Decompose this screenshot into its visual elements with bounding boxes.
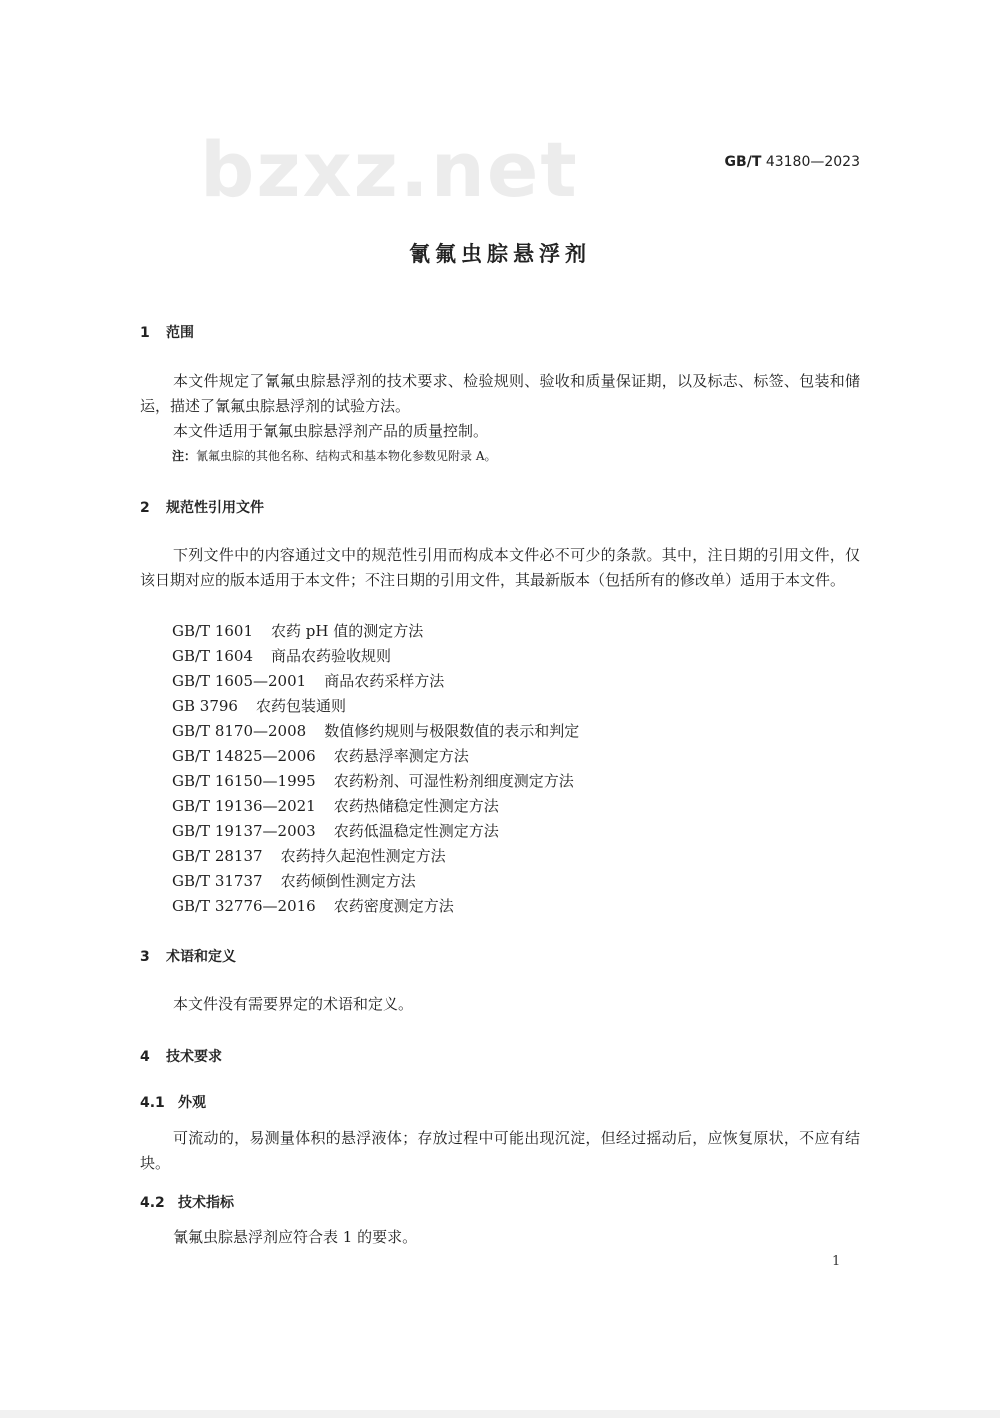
reference-title: 农药低温稳定性测定方法 xyxy=(333,822,499,840)
section-title: 术语和定义 xyxy=(166,949,236,965)
reference-code: GB/T 19137—2003 xyxy=(172,822,316,840)
section-number: 1 xyxy=(140,325,150,341)
reference-code: GB/T 31737 xyxy=(172,872,263,890)
reference-item xyxy=(172,644,579,669)
reference-item xyxy=(172,719,579,744)
reference-title: 农药悬浮率测定方法 xyxy=(333,747,469,765)
section-title: 技术要求 xyxy=(166,1049,222,1065)
reference-title: 农药密度测定方法 xyxy=(333,897,454,915)
section-3-heading xyxy=(140,946,236,966)
standard-prefix: GB/T xyxy=(724,154,762,170)
reference-item xyxy=(172,819,579,844)
page-bottom-edge xyxy=(0,1410,1000,1418)
section-2-paragraph-1: 下列文件中的内容通过文中的规范性引用而构成本文件必不可少的条款。其中，注日期的引用文件，仅该日期对应的版本适用于本文件；不注日期的引用文件，其最新版本（包括所有的修改单）适用于本文件。 xyxy=(140,546,860,589)
section-number: 4 xyxy=(140,1049,150,1065)
reference-code: GB 3796 xyxy=(172,697,238,715)
subsection-number: 4.2 xyxy=(140,1195,165,1211)
normative-references-list xyxy=(172,619,579,919)
subsection-title: 外观 xyxy=(178,1095,206,1111)
section-1-heading xyxy=(140,322,194,342)
reference-title: 农药 pH 值的测定方法 xyxy=(271,622,424,640)
page-number: 1 xyxy=(832,1254,841,1269)
reference-code: GB/T 32776—2016 xyxy=(172,897,316,915)
reference-code: GB/T 1604 xyxy=(172,647,254,665)
section-4-1-heading xyxy=(140,1092,206,1112)
reference-item xyxy=(172,794,579,819)
reference-item xyxy=(172,619,579,644)
reference-title: 商品农药验收规则 xyxy=(271,647,392,665)
reference-title: 农药包装通则 xyxy=(255,697,346,715)
reference-item xyxy=(172,869,579,894)
reference-title: 商品农药采样方法 xyxy=(324,672,445,690)
section-1-paragraph-2: 本文件适用于氰氟虫腙悬浮剂产品的质量控制。 xyxy=(173,422,489,440)
reference-item xyxy=(172,694,579,719)
watermark: bzxz.net xyxy=(200,125,579,214)
reference-item xyxy=(172,894,579,919)
reference-item xyxy=(172,769,579,794)
reference-code: GB/T 1601 xyxy=(172,622,254,640)
reference-item xyxy=(172,744,579,769)
reference-title: 农药粉剂、可湿性粉剂细度测定方法 xyxy=(333,772,574,790)
reference-code: GB/T 14825—2006 xyxy=(172,747,316,765)
note-text: 氰氟虫腙的其他名称、结构式和基本物化参数见附录 A。 xyxy=(196,449,497,463)
section-3-paragraph-1: 本文件没有需要界定的术语和定义。 xyxy=(173,995,414,1013)
standard-code: 43180—2023 xyxy=(765,154,860,170)
reference-title: 农药倾倒性测定方法 xyxy=(280,872,416,890)
reference-title: 农药热储稳定性测定方法 xyxy=(333,797,499,815)
reference-title: 农药持久起泡性测定方法 xyxy=(280,847,446,865)
reference-item xyxy=(172,669,579,694)
reference-code: GB/T 16150—1995 xyxy=(172,772,316,790)
section-4-heading xyxy=(140,1046,222,1066)
section-1-note xyxy=(172,447,497,464)
subsection-number: 4.1 xyxy=(140,1095,165,1111)
section-4-2-heading xyxy=(140,1192,234,1212)
reference-item xyxy=(172,844,579,869)
subsection-title: 技术指标 xyxy=(178,1195,234,1211)
section-title: 范围 xyxy=(166,325,194,341)
section-4-1-paragraph-1: 可流动的，易测量体积的悬浮液体；存放过程中可能出现沉淀，但经过摇动后，应恢复原状，不应有结块。 xyxy=(140,1129,860,1172)
section-2-heading xyxy=(140,497,264,517)
section-number: 2 xyxy=(140,500,150,516)
section-title: 规范性引用文件 xyxy=(166,500,264,516)
standard-number xyxy=(725,154,860,170)
reference-code: GB/T 28137 xyxy=(172,847,263,865)
reference-code: GB/T 8170—2008 xyxy=(172,722,307,740)
note-label: 注： xyxy=(172,449,197,463)
reference-title: 数值修约规则与极限数值的表示和判定 xyxy=(324,722,580,740)
reference-code: GB/T 19136—2021 xyxy=(172,797,316,815)
reference-code: GB/T 1605—2001 xyxy=(172,672,307,690)
document-title: 氰氟虫腙悬浮剂 xyxy=(409,242,591,266)
section-4-2-paragraph-1: 氰氟虫腙悬浮剂应符合表 1 的要求。 xyxy=(173,1228,418,1246)
section-number: 3 xyxy=(140,949,150,965)
section-1-paragraph-1: 本文件规定了氰氟虫腙悬浮剂的技术要求、检验规则、验收和质量保证期，以及标志、标签、包装和储运，描述了氰氟虫腙悬浮剂的试验方法。 xyxy=(140,372,860,415)
